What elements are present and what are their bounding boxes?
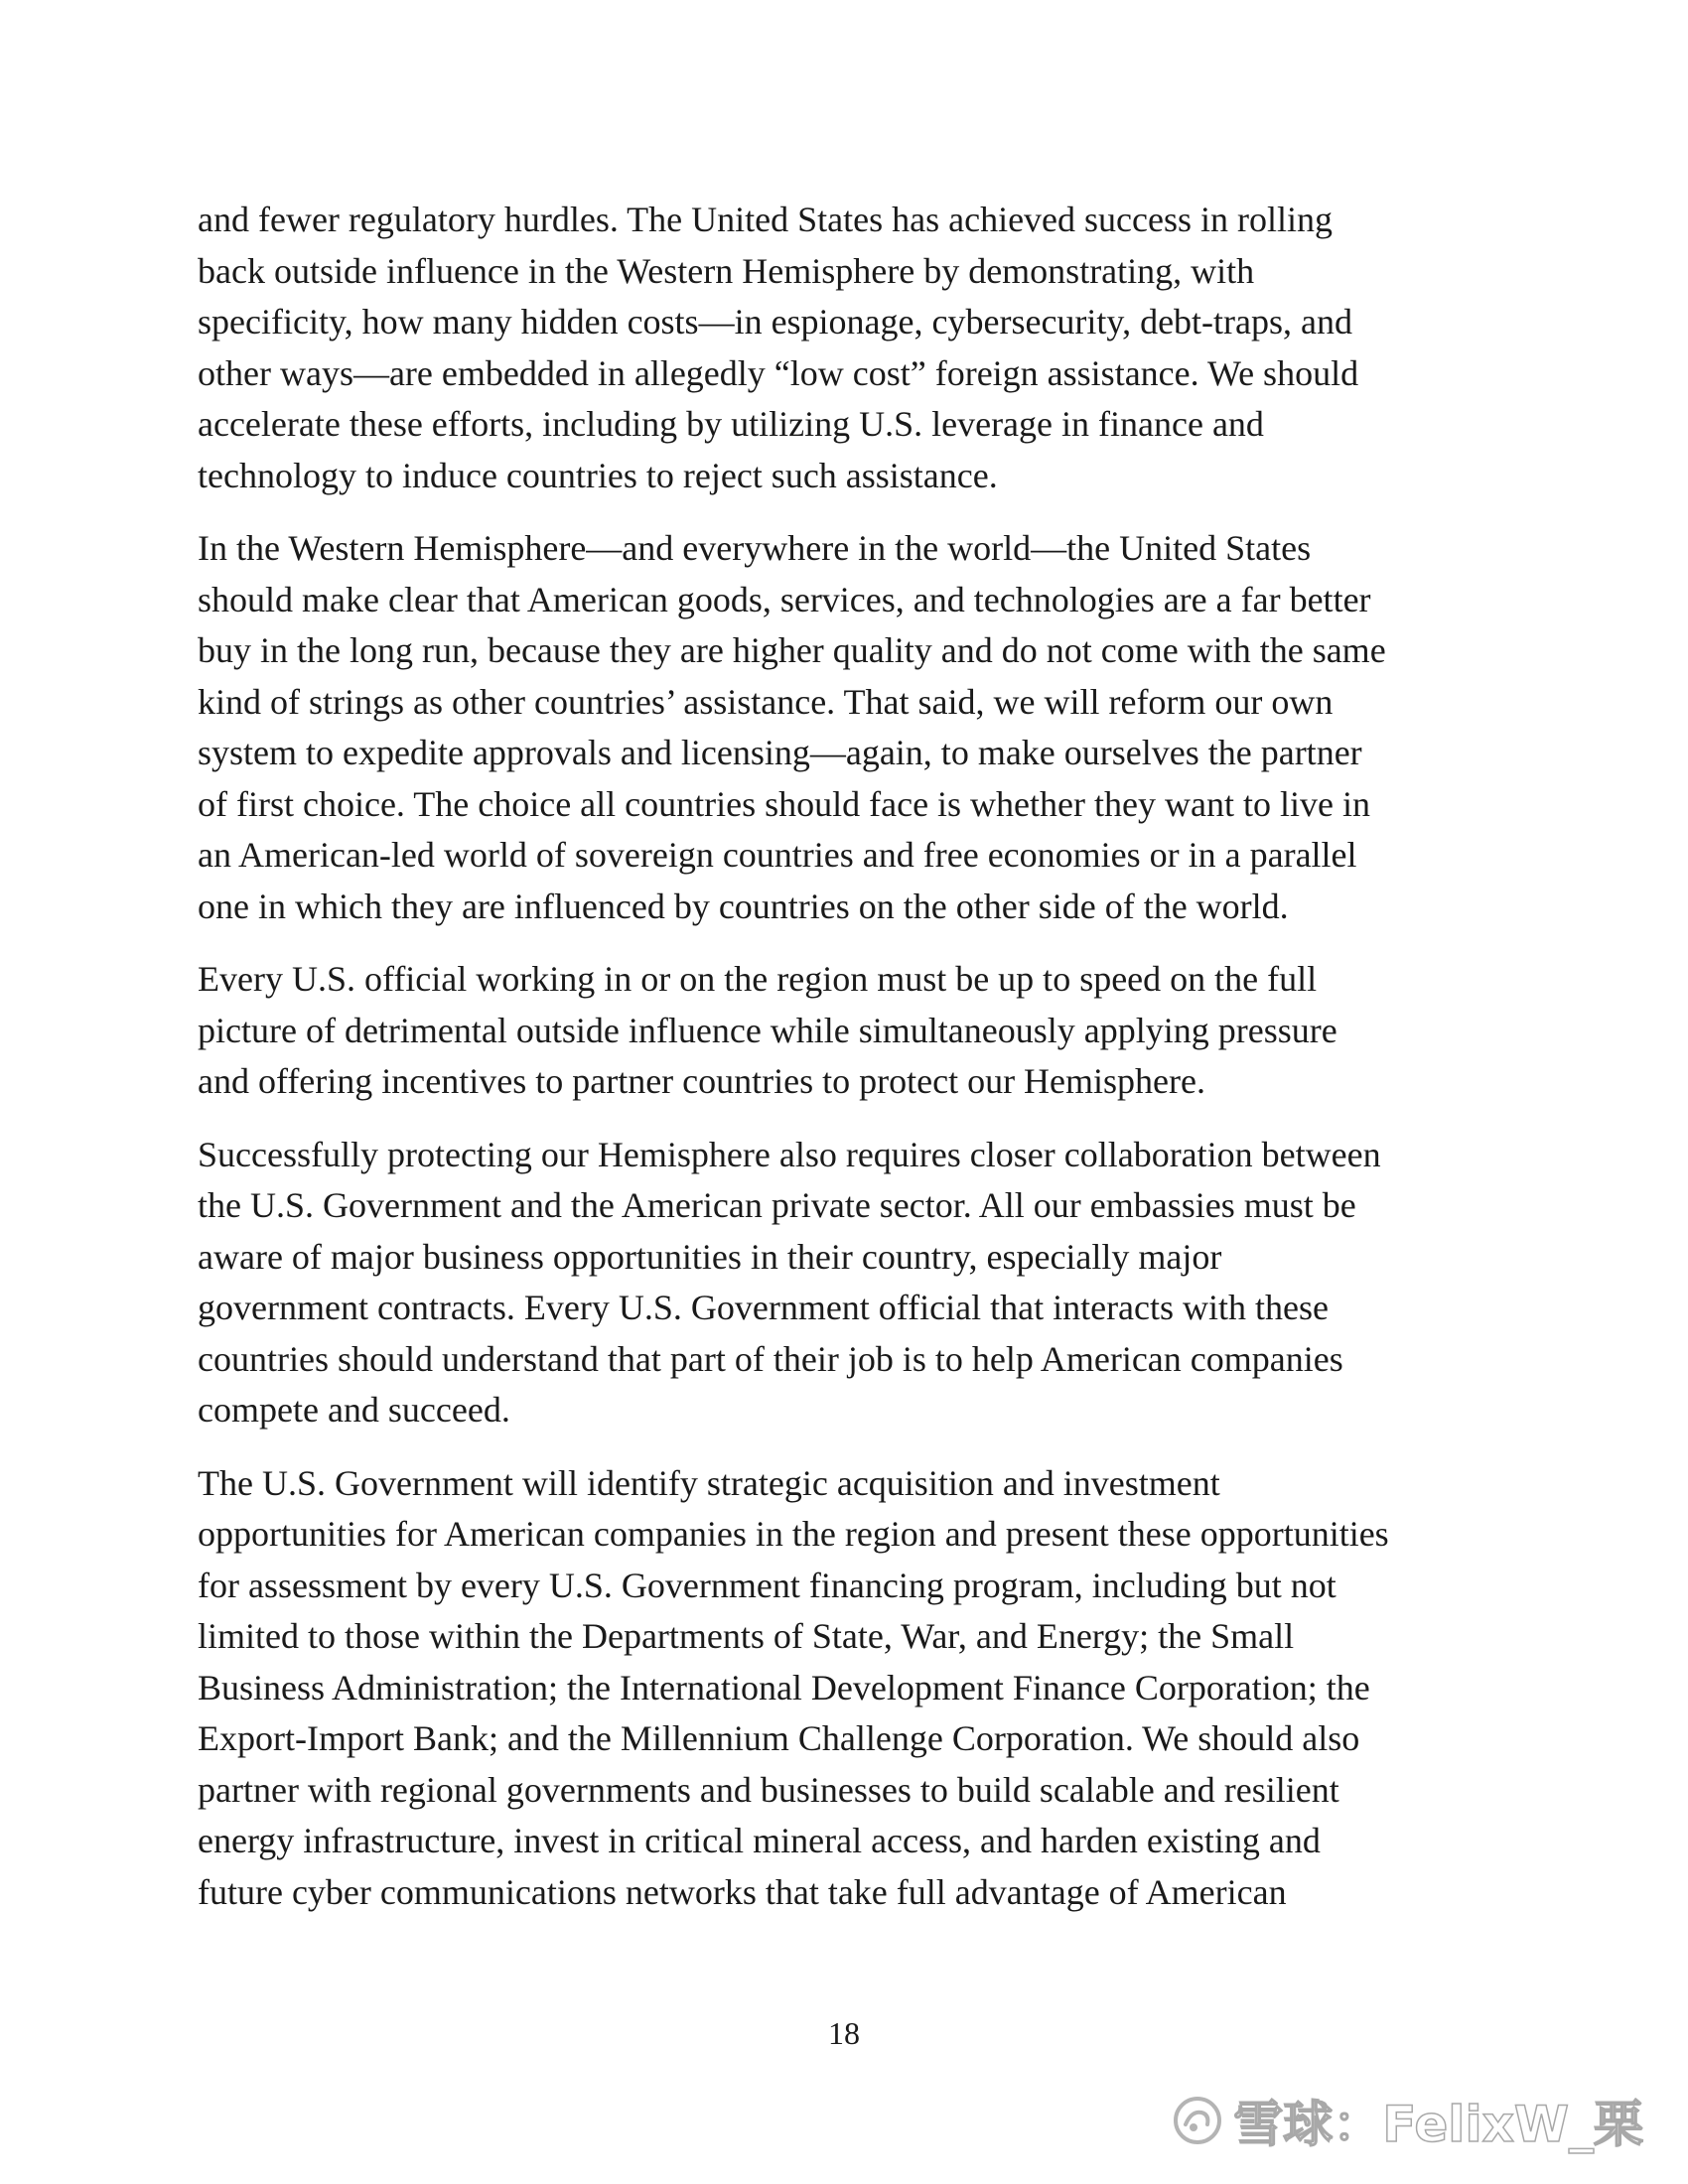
text-line: of first choice. The choice all countries should face is whether they want to live in (198, 783, 1370, 824)
text-line: and offering incentives to partner countries to protect our Hemisphere. (198, 1061, 1205, 1101)
text-line: partner with regional governments and businesses to build scalable and resilient (198, 1769, 1339, 1810)
paragraph-2 (198, 523, 1508, 932)
text-line: Export-Import Bank; and the Millennium Challenge Corporation. We should also (198, 1718, 1360, 1758)
body-text (198, 195, 1508, 1940)
text-line: Business Administration; the International Development Finance Corporation; the (198, 1667, 1370, 1707)
text-line: The U.S. Government will identify strategic acquisition and investment (198, 1462, 1220, 1503)
text-line: should make clear that American goods, services, and technologies are a far better (198, 579, 1371, 619)
text-line: system to expedite approvals and licensing—again, to make ourselves the partner (198, 733, 1362, 772)
paragraph-4 (198, 1130, 1508, 1436)
text-line: Successfully protecting our Hemisphere also requires closer collaboration between (198, 1134, 1381, 1174)
text-line: aware of major business opportunities in their country, especially major (198, 1236, 1222, 1277)
text-line: specificity, how many hidden costs—in espionage, cybersecurity, debt-traps, and (198, 302, 1353, 341)
text-line: limited to those within the Departments of State, War, and Energy; the Small (198, 1616, 1295, 1656)
text-line: the U.S. Government and the American private sector. All our embassies must be (198, 1185, 1356, 1225)
text-line: kind of strings as other countries’ assistance. That said, we will reform our own (198, 681, 1334, 722)
text-line: future cyber communications networks that take full advantage of American (198, 1871, 1287, 1912)
paragraph-3 (198, 954, 1508, 1108)
text-line: countries should understand that part of their job is to help American companies (198, 1338, 1343, 1379)
text-line: Every U.S. official working in or on the region must be up to speed on the full (198, 959, 1318, 999)
paragraph-5 (198, 1458, 1508, 1919)
text-line: and fewer regulatory hurdles. The United States has achieved success in rolling (198, 200, 1333, 239)
watermark (1172, 2085, 1643, 2156)
text-line: technology to induce countries to reject such assistance. (198, 455, 998, 495)
text-line: other ways—are embedded in allegedly “low cost” foreign assistance. We should (198, 352, 1359, 393)
text-line: an American-led world of sovereign countries and free economies or in a parallel (198, 835, 1357, 875)
text-line: opportunities for American companies in the region and present these opportunities (198, 1514, 1389, 1554)
snowball-logo-icon (1172, 2095, 1223, 2146)
text-line: picture of detrimental outside influence while simultaneously applying pressure (198, 1010, 1337, 1050)
paragraph-1 (198, 195, 1508, 501)
text-line: one in which they are influenced by countries on the other side of the world. (198, 886, 1289, 926)
text-line: compete and succeed. (198, 1390, 510, 1430)
text-line: buy in the long run, because they are higher quality and do not come with the same (198, 630, 1386, 670)
text-line: for assessment by every U.S. Government financing program, including but not (198, 1565, 1336, 1605)
text-line: back outside influence in the Western Hemisphere by demonstrating, with (198, 250, 1255, 291)
text-line: government contracts. Every U.S. Government official that interacts with these (198, 1288, 1329, 1327)
text-line: In the Western Hemisphere—and everywhere in the world—the United States (198, 528, 1312, 568)
page-number: 18 (828, 2015, 860, 2051)
text-line: energy infrastructure, invest in critical mineral access, and harden existing and (198, 1821, 1321, 1860)
watermark-text: 雪球：FelixW_栗 (1233, 2096, 1643, 2153)
text-line: accelerate these efforts, including by utilizing U.S. leverage in finance and (198, 404, 1264, 444)
